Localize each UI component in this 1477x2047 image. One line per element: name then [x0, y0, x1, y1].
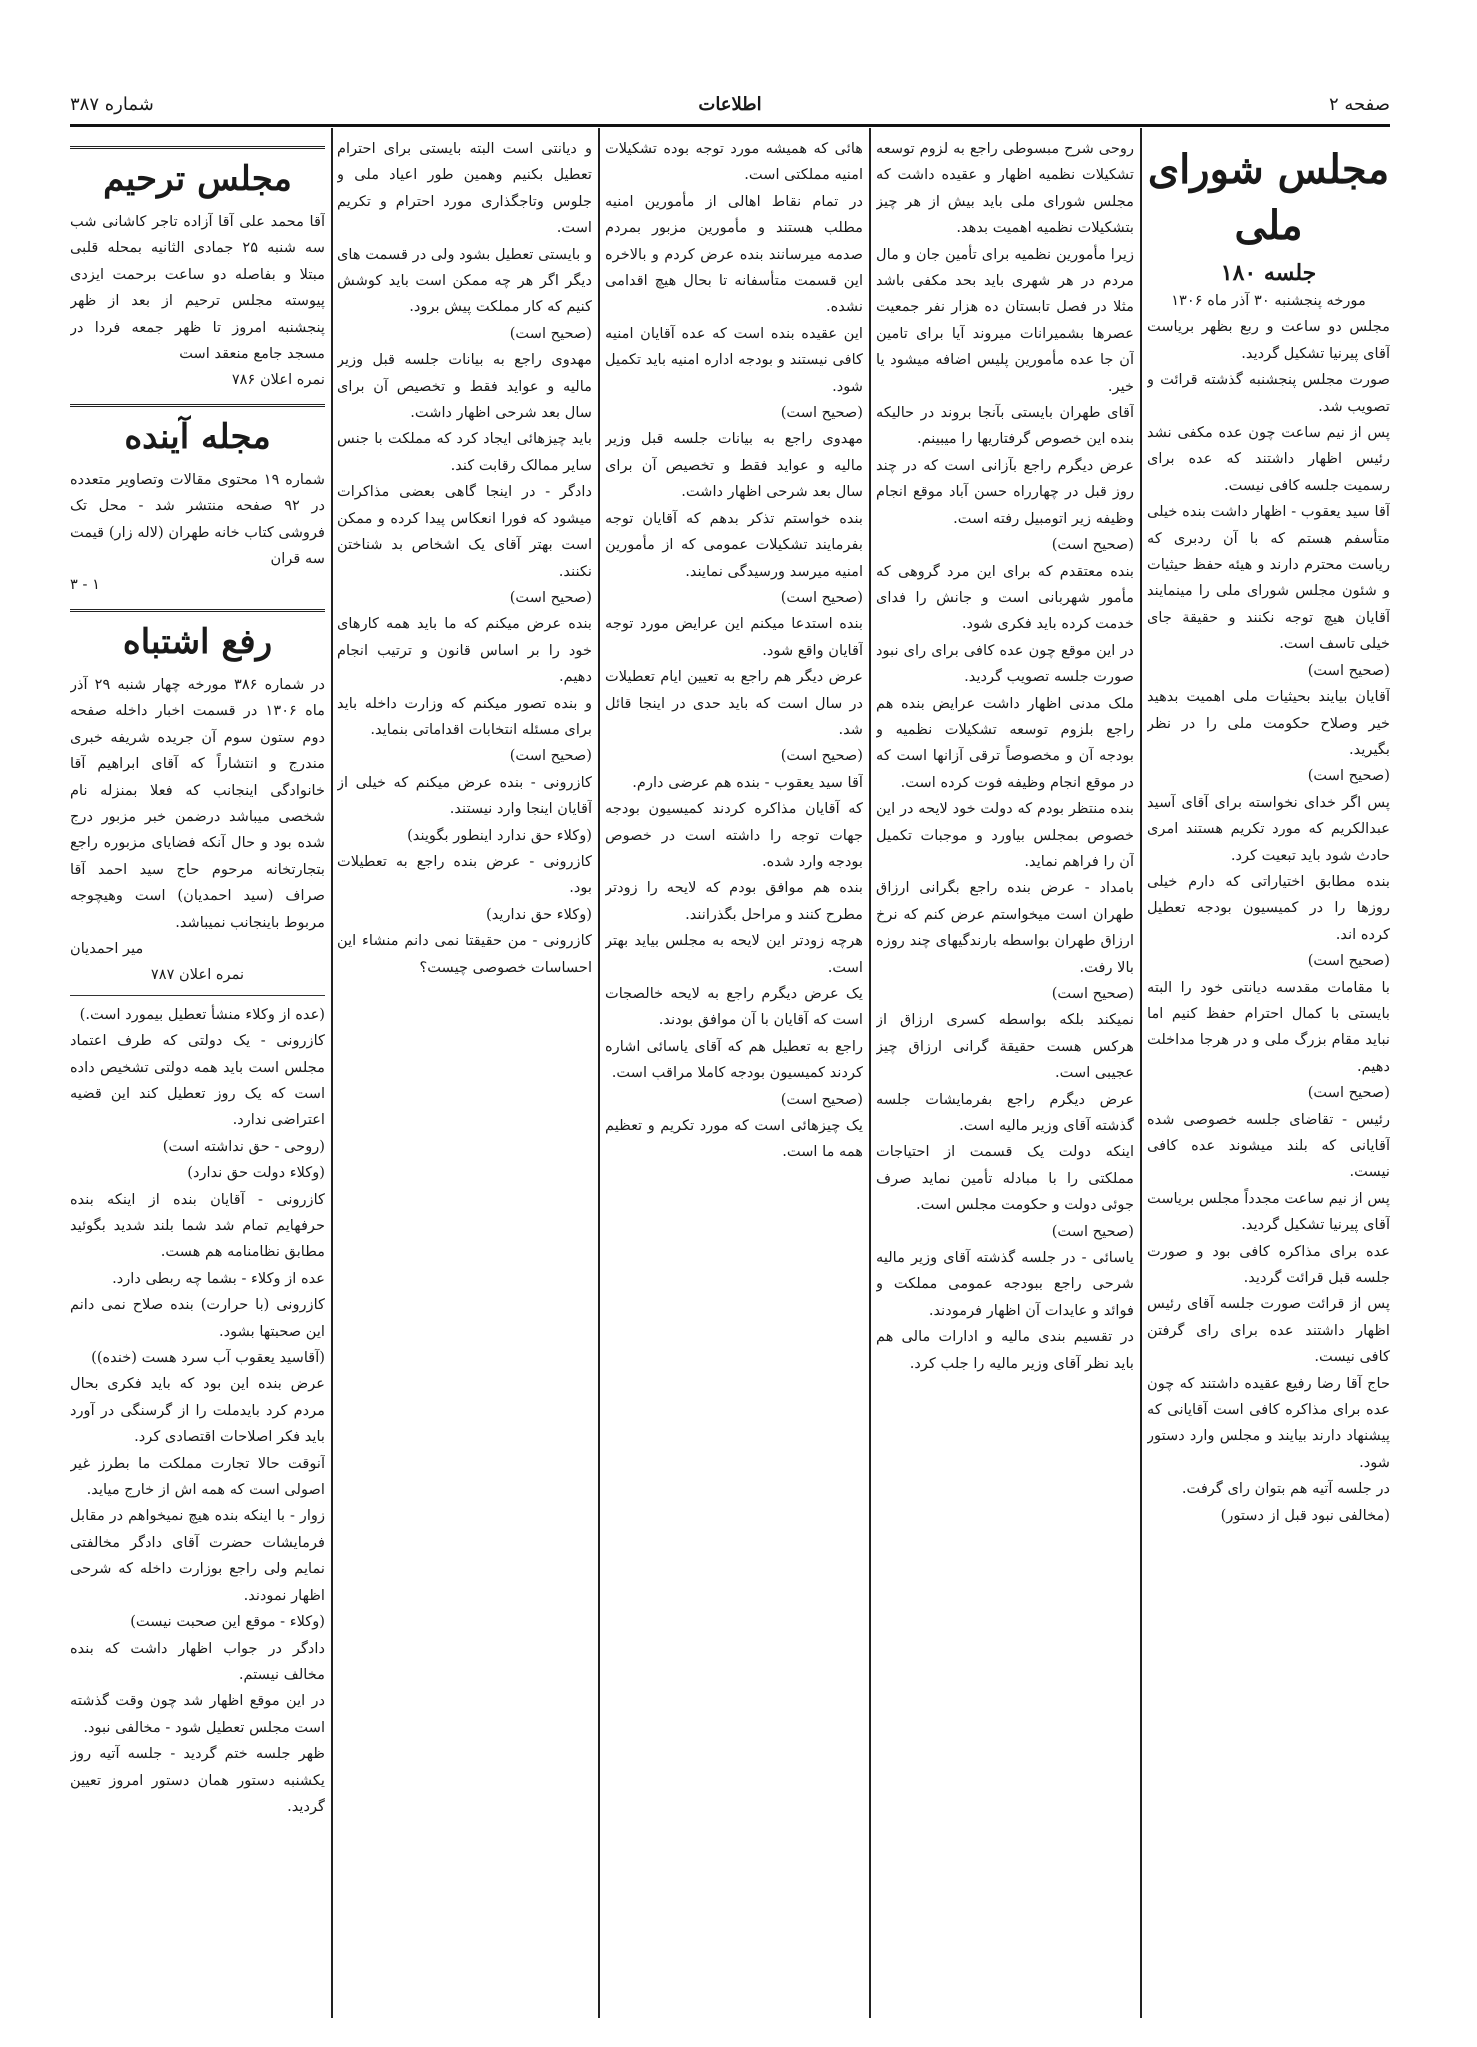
column-divider [1140, 128, 1142, 2018]
paragraph: پس از قرائت صورت جلسه آقای رئیس اظهار داشتند عده برای رای گرفتن کافی نیست. [1147, 1295, 1390, 1366]
paragraph: بامداد - عرض بنده راجع بگرانی ارزاق طهران است میخواستم عرض کنم که نرخ ارزاق طهران بواسطه بارندگیهای چند روزه بالا رفت. [876, 879, 1134, 976]
paragraph: (صحیح است) [1051, 536, 1134, 554]
report-column-3 [605, 136, 863, 2016]
paragraph: در جلسه آتیه هم بتوان رای گرفت. [1181, 1480, 1390, 1498]
paragraph: در این موقع اظهار شد چون وقت گذشته است مجلس تعطیل شود - مخالفی نبود. [70, 1692, 325, 1736]
paragraph: آنوقت حالا تجارت مملکت ما بطرز غیر اصولی است که همه اش از خارج میاید. [70, 1454, 325, 1499]
session-date: مورخه پنجشنبه ۳۰ آذر ماه ۱۳۰۶ [1171, 292, 1366, 309]
paragraph: آقایان بیایند بحیثیات ملی اهمیت بدهید خیر وصلاح حکومت ملی را در نظر بگیرید. [1147, 688, 1390, 758]
paragraph: بنده هم موافق بودم که لایحه را زودتر مطرح کنند و مراحل بگذرانند. [605, 879, 863, 923]
col4-paragraphs [337, 136, 592, 981]
ayandeh-title: مجله آینده [124, 416, 271, 457]
paragraph: بنده مطابق اختیاراتی که دارم خیلی روزها را در کمیسیون بودجه تعطیل کرده اند. [1147, 872, 1390, 943]
paragraph: در این موقع چون عده کافی برای رای نبود صورت جلسه تصویب گردید. [876, 641, 1134, 686]
paragraph: یک عرض دیگرم راجع به لایحه خالصجات است که آقایان با آن موافق بودند. [605, 985, 863, 1029]
paragraph: بنده عرض میکنم که ما باید همه کارهای خود را بر اساس قانون و ترتیب انجام دهیم. [337, 615, 592, 686]
paragraph: (صحیح است) [1051, 985, 1134, 1002]
column-divider [869, 128, 871, 2018]
parliament-title: مجلس شورای ملی [1147, 146, 1390, 249]
paragraph: آقا سید یعقوب - اظهار داشت بنده خیلی متأسفم هستم که با آن ردبری که ریاست محترم دارند و هیئه حفظ حیثیات و شئون مجلس شورای ملی را مینمایند آقایان هیچ توجه نکنند و حقیقة جای خیلی تاسف است. [1147, 503, 1390, 653]
paragraph: باید چیزهائی ایجاد کرد که مملکت با جنس سایر ممالک رقابت کند. [337, 430, 592, 474]
paragraph: آقای طهران بایستی بآنجا بروند در حالیکه بنده این خصوص گرفتاریها را میبینم. [876, 404, 1134, 448]
paragraph: یک چیزهائی است که مورد تکریم و تعظیم همه ما است. [605, 1117, 863, 1161]
paragraph: این عقیده بنده است که عده آقایان امنیه کافی نیستند و بودجه اداره امنیه باید تکمیل شود. [605, 324, 863, 395]
notice-separator [70, 609, 325, 612]
paragraph: (عده از وکلاء منشأ تعطیل بیمورد است.) [79, 1005, 325, 1023]
paragraph: (صحیح است) [509, 747, 592, 765]
paragraph: (وکلاء حق ندارید) [486, 905, 592, 923]
paragraph: (صحیح است) [1051, 1222, 1134, 1240]
paragraph: (صحیح است) [780, 1090, 863, 1108]
correction-text: در شماره ۳۸۶ مورخه چهار شنبه ۲۹ آذر ماه ۱۳۰۶ در قسمت اخبار داخله صفحه دوم ستون سوم آن جریده شریفه خبری مندرج و انتشاراً که آقای ابراهیم آقا خانوادگی اینجانب که فعلا بمنزله نام شخصی میباشد درضمن خبر مزبور درج شده بود و حال آنکه فضایای مزبوره راجع بتجارتخانه مرحوم حاج سید احمد آقا صراف (سید احمدیان) است وهیچوجه مربوط باینجانب نمیباشد. [70, 675, 325, 931]
paragraph: پس از نیم ساعت چون عده مکفی نشد رئیس اظهار داشتند که عده برای رسمیت جلسه کافی نیست. [1147, 424, 1390, 494]
paragraph: (وکلاء دولت حق ندارد) [187, 1164, 325, 1182]
paragraph: پس اگر خدای نخواسته برای آقای آسید عبدالکریم که مورد تکریم هستند امری حادث شود باید تبعیت کرد. [1147, 793, 1390, 864]
session-number: جلسه ۱۸۰ [1220, 260, 1317, 286]
paragraph: کازرونی - من حقیقتا نمی دانم منشاء این احساسات خصوصی چیست؟ [337, 932, 592, 976]
paragraph: رئیس - تقاضای جلسه خصوصی شده آقایانی که بلند میشوند عده کافی نیست. [1147, 1110, 1390, 1181]
correction-title: رفع اشتباه [122, 621, 273, 662]
paragraph: بنده معتقدم که برای این مرد گروهی که مأمور شهربانی است و جانش را فدای خدمت کرده باید فکری شود. [876, 562, 1134, 633]
paragraph: زیرا مأمورین نظمیه برای تأمین جان و مال مردم در هر شهری باید بحد مکفی باشد مثلا در فصل تابستان ده هزار نفر جمعیت عصرها بشمیرانات میروند آیا برای تامین آن جا عده مأمورین پلیس اضافه میشود یا خیر. [876, 245, 1134, 395]
paragraph: عده از وکلاء - بشما چه ربطی دارد. [112, 1269, 325, 1287]
newspaper-name: اطلاعات [698, 94, 762, 115]
parliament-paragraphs [1147, 367, 1390, 1529]
paragraph: (صحیح است) [509, 324, 592, 342]
paragraph: دادگر - در اینجا گاهی بعضی مذاکرات میشود که فورا انعکاس پیدا کرده و ممکن است بهتر آقای یک اشخاص بد شناختن نکنند. [337, 483, 592, 580]
paragraph: عرض دیگرم راجع بآزانی است که در چند روز قبل در چهارراه حسن آباد موقع انجام وظیفه زیر اتومبیل رفته است. [876, 456, 1134, 527]
report-column-4 [337, 136, 592, 2016]
paragraph: اینکه دولت یک قسمت از احتیاجات مملکتی را با مبادله تأمین نماید صرف جوئی دولت و حکومت مجلس است. [876, 1143, 1134, 1214]
paragraph: مهدوی راجع به بیانات جلسه قبل وزیر مالیه و عواید فقط و تخصیص آن برای سال بعد شرحی اظهار داشت. [337, 351, 592, 422]
column-divider [598, 128, 600, 2018]
paragraph: و دیانتی است البته بایستی برای احترام تعطیل بکنیم وهمین طور اعیاد ملی و جلوس وتاجگذاری مورد احترام و تکریم است. [337, 140, 592, 237]
paragraph: (روحی - حق نداشته است) [162, 1137, 325, 1155]
paragraph: بنده استدعا میکنم این عرایض مورد توجه آقایان واقع شود. [605, 615, 863, 659]
paragraph: کازرونی - یک دولتی که طرف اعتماد مجلس است باید همه دولتی تشخیص داده است که یک روز تعطیل کند این قضیه اعتراضی ندارد. [70, 1032, 325, 1129]
paragraph: ظهر جلسه ختم گردید - جلسه آتیه روز یکشنبه دستور همان دستور امروز تعیین گردید. [70, 1745, 325, 1815]
paragraph: صورت مجلس پنجشنبه گذشته قرائت و تصویب شد. [1147, 371, 1390, 415]
paragraph: و بایستی تعطیل بشود ولی در قسمت های دیگر اگر هر چه ممکن است باید کوشش کنیم که کار مملکت پیش برود. [337, 245, 592, 316]
paragraph: (وکلاء حق ندارد اینطور بگویند) [407, 826, 592, 844]
paragraph: هائی که همیشه مورد توجه بوده تشکیلات امنیه مملکتی است. [605, 140, 863, 184]
paragraph: بنده خواستم تذکر بدهم که آقایان توجه بفرمایند تشکیلات عمومی که از مأمورین امنیه میرسد ورسیدگی نمایند. [605, 509, 863, 580]
paragraph: هرچه زودتر این لایحه به مجلس بیاید بهتر است. [605, 932, 863, 976]
parliament-report-column [1147, 136, 1390, 2016]
paragraph: حاج آقا رضا رفیع عقیده داشتند که چون عده برای مذاکره کافی است آقایانی که پیشنهاد دارند بیایند و مجلس وارد دستور شود. [1147, 1374, 1390, 1471]
paragraph: عرض بنده این بود که باید فکری بحال مردم کرد بایدملت را از گرسنگی در آورد باید فکر اصلاحات اقتصادی کرد. [70, 1375, 325, 1446]
header-rule [70, 124, 1390, 127]
paragraph: (صحیح است) [780, 747, 863, 765]
page-header [70, 88, 1390, 122]
paragraph: ملک مدنی اظهار داشت عرایض بنده هم راجع بلزوم توسعه تشکیلات نظمیه و بودجه آن و مخصوصاً ترقی آزانها است که در موقع انجام وظیفه فوت کرده است. [876, 694, 1134, 791]
correction-notice: نمره اعلان ۷۸۷ [150, 966, 245, 984]
col3-paragraphs [605, 136, 863, 1166]
notices-column [70, 136, 325, 2016]
issue-number: شماره ۳۸۷ [70, 94, 154, 115]
paragraph: (مخالفی نبود قبل از دستور) [1220, 1506, 1390, 1524]
paragraph: نمیکند بلکه بواسطه کسری ارزاق از هرکس هست حقیقة گرانی ارزاق چیز عجیبی است. [876, 1011, 1134, 1082]
paragraph: عرض دیگرم راجع بفرمایشات جلسه گذشته آقای وزیر مالیه است. [876, 1090, 1134, 1135]
paragraph: عده برای مذاکره کافی بود و صورت جلسه قبل قرائت گردید. [1147, 1242, 1390, 1287]
paragraph: (صحیح است) [509, 588, 592, 606]
paragraph: زوار - با اینکه بنده هیچ نمیخواهم در مقابل فرمایشات حضرت آقای دادگر مخالفتی نمایم ولی راجع بوزارت داخله که شرحی اظهار نمودند. [70, 1507, 325, 1604]
paragraph: عرض دیگر هم راجع به تعیین ایام تعطیلات در سال است که باید حدی در اینجا قائل شد. [605, 668, 863, 738]
paragraph: روحی شرح مبسوطی راجع به لزوم توسعه تشکیلات نظمیه اظهار و عقیده داشت که مجلس شورای ملی باید بیش از هر چیز بتشکیلات نظمیه اهمیت بدهد. [876, 140, 1134, 237]
column-divider [331, 128, 333, 2018]
paragraph: که آقایان مذاکره کردند کمیسیون بودجه جهات توجه را داشته است در خصوص بودجه وارد شده. [605, 800, 863, 870]
opening-text: مجلس دو ساعت و ربع بظهر بریاست آقای پیرنیا تشکیل گردید. [1147, 318, 1390, 362]
paragraph: راجع به تعطیل هم که آقای یاسائی اشاره کردند کمیسیون بودجه کاملا مراقب است. [605, 1037, 863, 1082]
paragraph: با مقامات مقدسه دیانتی خود را البته بایستی با کمال احترام حفظ کنیم اما نباید مقام بزرگ ملی و در هرجا مداخلت دهیم. [1147, 978, 1390, 1075]
paragraph: (صحیح است) [1307, 952, 1390, 970]
notice-separator [70, 995, 325, 996]
ayandeh-series: ۱ - ۳ [70, 576, 100, 594]
ayandeh-text: شماره ۱۹ محتوی مقالات وتصاویر متعدده در ۹۲ صفحه منتشر شد - محل تک فروشی کتاب خانه طهران (لاله زار) قیمت سه قران [70, 470, 325, 568]
paragraph: (وکلاء - موقع این صحبت نیست) [130, 1613, 325, 1631]
paragraph: کازرونی - آقایان بنده از اینکه بنده حرفهایم تمام شد شما بلند شدید بگوئید مطابق نظامنامه هم هست. [70, 1190, 325, 1261]
notice-separator [70, 404, 325, 407]
col2-paragraphs [876, 136, 1134, 1377]
paragraph: کازرونی - بنده عرض میکنم که خیلی از آقایان اینجا وارد نیستند. [337, 773, 592, 818]
paragraph: آقا سید یعقوب - بنده هم عرضی دارم. [632, 773, 863, 791]
paragraph: (صحیح است) [780, 588, 863, 606]
page-number: صفحه ۲ [1328, 94, 1390, 115]
paragraph: دادگر در جواب اظهار داشت که بنده مخالف نیستم. [70, 1639, 325, 1683]
notice-separator [70, 146, 325, 149]
tarhim-text: آقا محمد علی آقا آزاده تاجر کاشانی شب سه شنبه ۲۵ جمادی الثانیه بمحله قلبی مبتلا و بفاصله دو ساعت برحمت ایزدی پیوسته مجلس ترحیم از بعد از ظهر پنجشنبه امروز تا ظهر جمعه فردا در مسجد جامع منعقد است [70, 213, 325, 363]
paragraph: در تقسیم بندی مالیه و ادارات مالی هم باید نظر آقای وزیر مالیه را جلب کرد. [876, 1328, 1134, 1372]
correction-signature: میر احمدیان [70, 939, 144, 957]
paragraph: کازرونی (با حرارت) بنده صلاح نمی دانم این صحبتها بشود. [70, 1296, 325, 1340]
paragraph: در تمام نقاط اهالی از مأمورین امنیه مطلب هستند و مأمورین مزبور بمردم صدمه میرسانند بنده عرض کردم و بالاخره این قسمت متأسفانه تا بحال هیچ اقدامی نشده. [605, 192, 863, 316]
paragraph: کازرونی - عرض بنده راجع به تعطیلات بود. [337, 852, 592, 897]
paragraph: یاسائی - در جلسه گذشته آقای وزیر مالیه شرحی راجع ببودجه عمومی مملکت و فوائد و عایدات آن اظهار فرمودند. [876, 1249, 1134, 1319]
report-column-2 [876, 136, 1134, 2016]
tarhim-notice: نمره اعلان ۷۸۶ [231, 371, 325, 389]
paragraph: (آقاسید یعقوب آب سرد هست (خنده)) [91, 1349, 325, 1367]
paragraph: مهدوی راجع به بیانات جلسه قبل وزیر مالیه و عواید فقط و تخصیص آن برای سال بعد شرحی اظهار داشت. [605, 430, 863, 501]
col5-paragraphs [70, 1002, 325, 1821]
paragraph: (صحیح است) [1307, 661, 1390, 679]
paragraph: و بنده تصور میکنم که وزارت داخله باید برای مسئله انتخابات اقداماتی بنماید. [337, 694, 592, 738]
paragraph: (صحیح است) [1307, 767, 1390, 785]
tarhim-title: مجلس ترحیم [103, 159, 292, 199]
paragraph: (صحیح است) [780, 404, 863, 422]
paragraph: بنده منتظر بودم که دولت خود لایحه در این خصوص بمجلس بیاورد و موجبات تکمیل آن را فراهم نماید. [876, 800, 1134, 870]
paragraph: (صحیح است) [1307, 1084, 1390, 1102]
paragraph: پس از نیم ساعت مجدداً مجلس بریاست آقای پیرنیا تشکیل گردید. [1147, 1189, 1390, 1234]
